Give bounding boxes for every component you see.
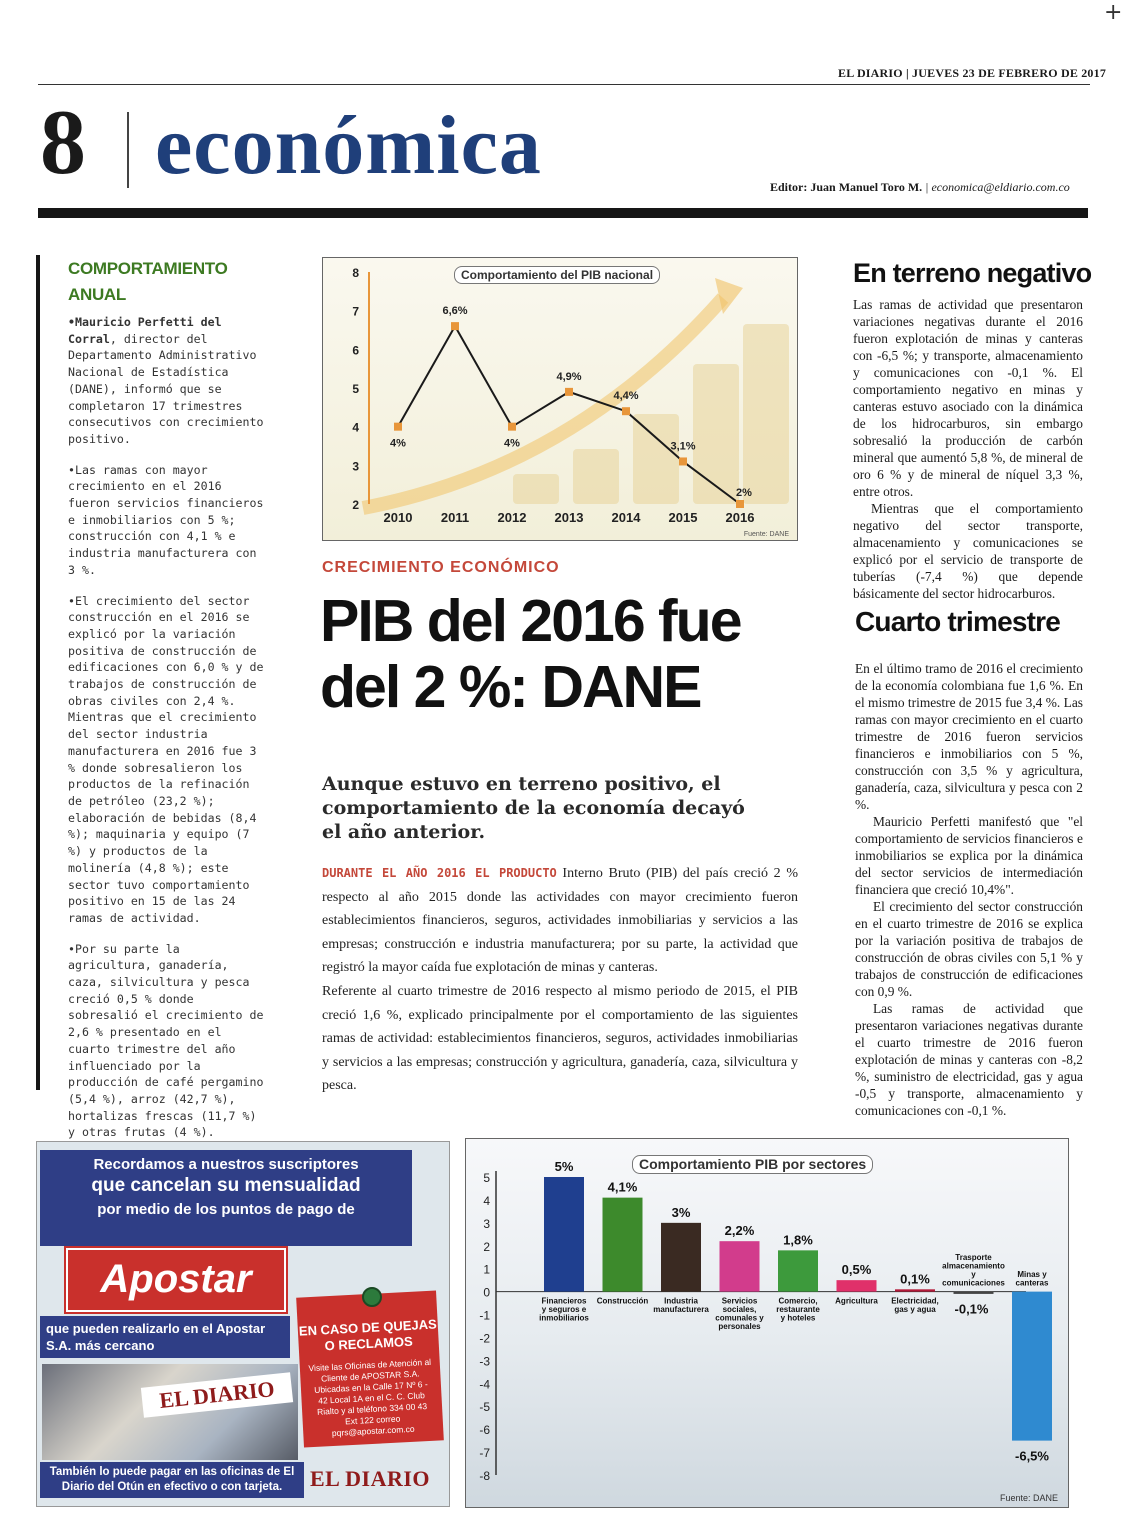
gdp-data-label: 4,9% [556,370,582,383]
coin-stack-decoration [633,414,679,504]
y-tick-label: 0 [483,1285,490,1300]
y-tick-label: -5 [479,1400,490,1415]
sector-category-label: Construcción [596,1296,649,1306]
y-tick-label: 3 [352,459,359,474]
right-section-quarter [855,660,1083,1119]
article-paragraph [322,862,798,980]
x-tick-label: 2010 [383,510,413,525]
y-tick-label: -6 [479,1423,490,1438]
y-tick-label: -7 [479,1446,490,1461]
sector-value-label: -0,1% [954,1301,989,1317]
gdp-line-chart-title: Comportamiento del PIB nacional [454,266,660,284]
sidebar-paragraph: •El crecimiento del sector construcción en el 2016 se explicó por la variación positiva de construcción de edificaciones con 6,0 % y de trabajos de construcción de obras civiles con 2,4 %. Mientras que el crecimiento del sector industria manufacturera en 2016 fue 3 % donde sobresalieron los productos de la refinación de petróleo (23,2 %); elaboración de bebidas (8,4 %); maquinaria y equipo (7 %) y productos de la molinería (4,8 %); este sector tuvo comportamiento positivo en 15 de las 24 ramas de actividad. [68,593,264,925]
sidebar-heading: COMPORTAMIENTO ANUAL [68,259,228,304]
gdp-data-point [394,423,402,431]
y-tick-label: -8 [479,1469,490,1483]
sector-value-label: 3% [671,1204,691,1220]
chart-source: Fuente: DANE [743,531,789,538]
article-headline: PIB del 2016 fue del 2 %: DANE [320,588,741,720]
page-separator [127,112,129,188]
right-paragraph: El crecimiento del sector construcción en el cuarto trimestre de 2016 se explica por la variación positiva de trabajos de construcción de obras civiles con 5,1 % y trabajos de construcción de edificaciones con 0,9 %. [855,899,1083,999]
page-number: 8 [40,91,86,193]
sector-bar [544,1177,584,1292]
coin-stack-decoration [513,474,559,504]
y-tick-label: 5 [483,1171,490,1185]
apostar-logo: Apostar [66,1248,286,1312]
y-tick-label: 5 [352,382,359,396]
coin-stack-decoration [573,449,619,504]
right-paragraph: Mauricio Perfetti manifestó que "el comportamiento de servicios financieros e inmobiliarios se explica por la dinámica del sector servicios de intermediación financiera que creció 10,4%". [855,814,1083,897]
sector-bar [837,1280,877,1291]
sector-bar-chart-title: Comportamiento PIB por sectores [632,1155,873,1174]
y-tick-label: 3 [483,1216,490,1231]
y-tick-label: 4 [483,1193,490,1208]
x-tick-label: 2015 [668,510,698,525]
sector-bar [778,1250,818,1291]
sidebar-body [68,314,264,1155]
header-rule [38,208,1088,218]
right-heading-quarter: Cuarto trimestre [855,606,1061,637]
sector-value-label: 0,5% [841,1262,872,1278]
editor-label: Editor: [770,180,808,194]
gdp-series-line [398,326,740,504]
gdp-line-chart-svg [323,258,797,540]
coin-stack-decoration [693,364,739,504]
ad-line: Recordamos a nuestros suscriptores [93,1156,359,1173]
article-lead-in: DURANTE EL AÑO 2016 EL PRODUCTO [322,866,557,880]
right-paragraph: Las ramas de actividad que presentaron variaciones negativas durante el cuarto trimestre de 2016 fueron explotación de minas y canteras con -8,2 %, suministro de electricidad, gas y agua -0,5 y transporte, almacenamiento y comunicaciones con -0,1 %. [855,1001,1083,1118]
y-tick-label: 2 [483,1239,490,1254]
x-tick-label: 2016 [725,510,755,525]
top-rule [38,84,1090,85]
y-tick-label: 6 [352,343,359,358]
el-diario-logo: EL DIARIO [310,1466,431,1491]
complaints-note [296,1290,444,1447]
y-tick-label: 4 [352,420,359,435]
right-section-negative [853,296,1083,602]
editor-email[interactable]: | economica@eldiario.com.co [925,180,1070,194]
sector-bar-chart [465,1138,1069,1508]
sector-bar [661,1223,701,1292]
gdp-data-point [565,388,573,396]
sector-value-label: 0,1% [900,1271,930,1287]
chart-source: Fuente: DANE [999,1493,1058,1503]
sector-value-label: 5% [554,1159,574,1174]
registration-mark: + [1104,0,1123,25]
gdp-data-point [508,423,516,431]
article-kicker: CRECIMIENTO ECONÓMICO [322,559,560,576]
sector-category-label: Industria manufacturera [653,1296,709,1315]
gdp-data-label: 4% [390,437,406,450]
y-tick-label: 8 [352,266,359,280]
ad-bottom-text: También lo puede pagar en las oficinas de El Diario del Otún en efectivo o con tarjeta. [40,1462,304,1498]
sector-category-label: Minas y canteras [1015,1270,1049,1288]
sector-bar-chart-svg [466,1139,1068,1507]
y-tick-label: 2 [352,498,359,512]
x-tick-label: 2012 [497,510,527,525]
sector-category-label: Financieros y seguros e inmobiliarios [539,1296,589,1323]
gdp-data-point [736,500,744,508]
sector-category-label: Agricultura [835,1296,878,1306]
ad-line: por medio de los puntos de pago de [97,1201,355,1218]
editor-name: Juan Manuel Toro M. [810,180,923,194]
gdp-data-label: 2% [736,487,752,499]
gdp-data-label: 4% [504,437,520,450]
sector-bar [895,1289,935,1291]
x-tick-label: 2011 [440,510,470,525]
gdp-data-label: 3,1% [670,440,696,453]
ad-middle-text: que pueden realizarlo en el Apostar S.A. más cercano [40,1316,290,1358]
sidebar-bold-lead: •Mauricio Perfetti del Corral [68,315,222,346]
article-body [322,862,798,1098]
article-text: Interno Bruto (PIB) del país creció 2 % respecto al año 2015 donde las actividades con mayor crecimiento fueron establecimientos financieros, seguros, actividades inmobiliarias y servicios a las empresas; construcción e industria manufacturera; por su parte, la actividad que registró la mayor caída fue explotación de minas y canteras. [322,866,798,976]
right-paragraph: En el último tramo de 2016 el crecimiento de la economía colombiana fue 1,6 %. En el mismo trimestre de 2015 fue 3,4 %. Las ramas con mayor crecimiento en el cuarto trimestre de 2016 fueron servicios financieros e inmobiliarios con 5 %, construcción con 3,5 % y agricultura, ganadería, caza, silvicultura y pesca con 2 %. [855,661,1083,812]
sector-value-label: -6,5% [1015,1448,1049,1464]
x-tick-label: 2014 [611,510,641,525]
y-tick-label: -4 [479,1377,490,1392]
gdp-data-point [622,407,630,415]
y-tick-label: 1 [483,1262,490,1277]
sector-bar [1012,1292,1052,1441]
ad-header [40,1150,412,1246]
sector-bar [720,1241,760,1291]
y-tick-label: 7 [352,304,359,319]
article-deck: Aunque estuvo en terreno positivo, el comportamiento de la economía decayó el año anterior. [322,773,745,843]
masthead: EL DIARIO | JUEVES 23 DE FEBRERO DE 2017 [838,66,1107,80]
pin-icon [362,1287,382,1307]
gdp-line-chart [322,257,798,541]
y-tick-label: -1 [479,1308,490,1323]
sector-bar [954,1292,994,1294]
ad-line: que cancelan su mensualidad [91,1175,361,1196]
sidebar-paragraph: •Por su parte la agricultura, ganadería, caza, silvicultura y pesca creció 0,5 % donde sobresalió el crecimiento de 2,6 % presentado en el cuarto trimestre del año influenciado por la producción de café pergamino (5,4 %), arroz (42,7 %), hortalizas frescas (11,7 %) y otras frutas (4 %). [68,941,264,1140]
sector-category-label: Servicios sociales, comunales y personales [715,1296,764,1332]
sidebar-paragraph: •Las ramas con mayor crecimiento en el 2016 fueron servicios financieros e inmobiliarios con 5 %; construcción con 4,1 % e industria manufacturera con 3 %. [68,462,264,577]
gdp-data-point [679,457,687,465]
article-paragraph: Referente al cuarto trimestre de 2016 respecto al mismo periodo de 2015, el PIB creció 1,6 %, explicado principalmente por el comportamiento de las siguientes ramas de actividad: establecimientos financieros, seguros, actividades inmobiliarias y servicios a las empresas; construcción y agricultura, ganadería, caza, silvicultura y pesca. [322,983,798,1094]
sector-category-label: Trasporte almacenamiento y comunicaciones [942,1253,1005,1288]
sidebar-paragraph [68,314,264,448]
newspaper-masthead: EL DIARIO [141,1372,293,1418]
sidebar-rule [36,255,40,1090]
right-paragraph: Mientras que el comportamiento negativo del sector transporte, almacenamiento y comunicaciones se explicó por el servicio de transporte de tuberías (-7,4 %) que depende básicamente del sector hidrocarburos. [853,501,1083,601]
gdp-data-point [451,322,459,330]
y-tick-label: -2 [479,1331,490,1346]
complaints-note-body: Visite las Oficinas de Atención al Cliente de APOSTAR S.A. Ubicadas en la Calle 17 Nº 6 - 42 Local 1A en el C. C. Club Rialto y al teléfono 334 00 43 Ext 122 correo pqrs@apostar.com.co [308,1356,432,1439]
complaints-note-title: EN CASO DE QUEJAS O RECLAMOS [298,1316,438,1354]
sector-value-label: 4,1% [607,1179,638,1195]
coin-stack-decoration [743,324,789,504]
right-heading-negative: En terreno negativo [853,258,1092,288]
editor-credit [770,180,1070,195]
sector-category-label: Comercio, restaurante y hoteles [776,1296,820,1323]
section-title: económica [155,99,542,192]
gdp-data-label: 4,4% [613,390,639,403]
sector-value-label: 2,2% [724,1223,755,1239]
sector-value-label: 1,8% [783,1232,813,1248]
right-paragraph: Las ramas de actividad que presentaron variaciones negativas durante el 2016 fueron explotación de minas y canteras con -6,5 %; y transporte, almacenamiento y comunicaciones con -0,1 %. El comportamiento negativo en minas y canteras estuvo asociado con la dinámica de los hidrocarburos, sin embargo sobresalió la producción de carbón mineral que aumentó 5,8 %, de mineral de oro 6 % y de mineral de níquel 3,3 %, entre otros. [853,297,1083,499]
y-tick-label: -3 [479,1354,490,1369]
sector-category-label: Electricidad, gas y agua [891,1296,939,1315]
sidebar-text: , director del Departamento Administrativo Nacional de Estadística (DANE), informó que se completaron 17 trimestres consecutivos con crecimiento positivo. [68,331,264,446]
x-tick-label: 2013 [554,510,584,525]
sector-bar [603,1198,643,1292]
gdp-data-label: 6,6% [442,305,468,318]
